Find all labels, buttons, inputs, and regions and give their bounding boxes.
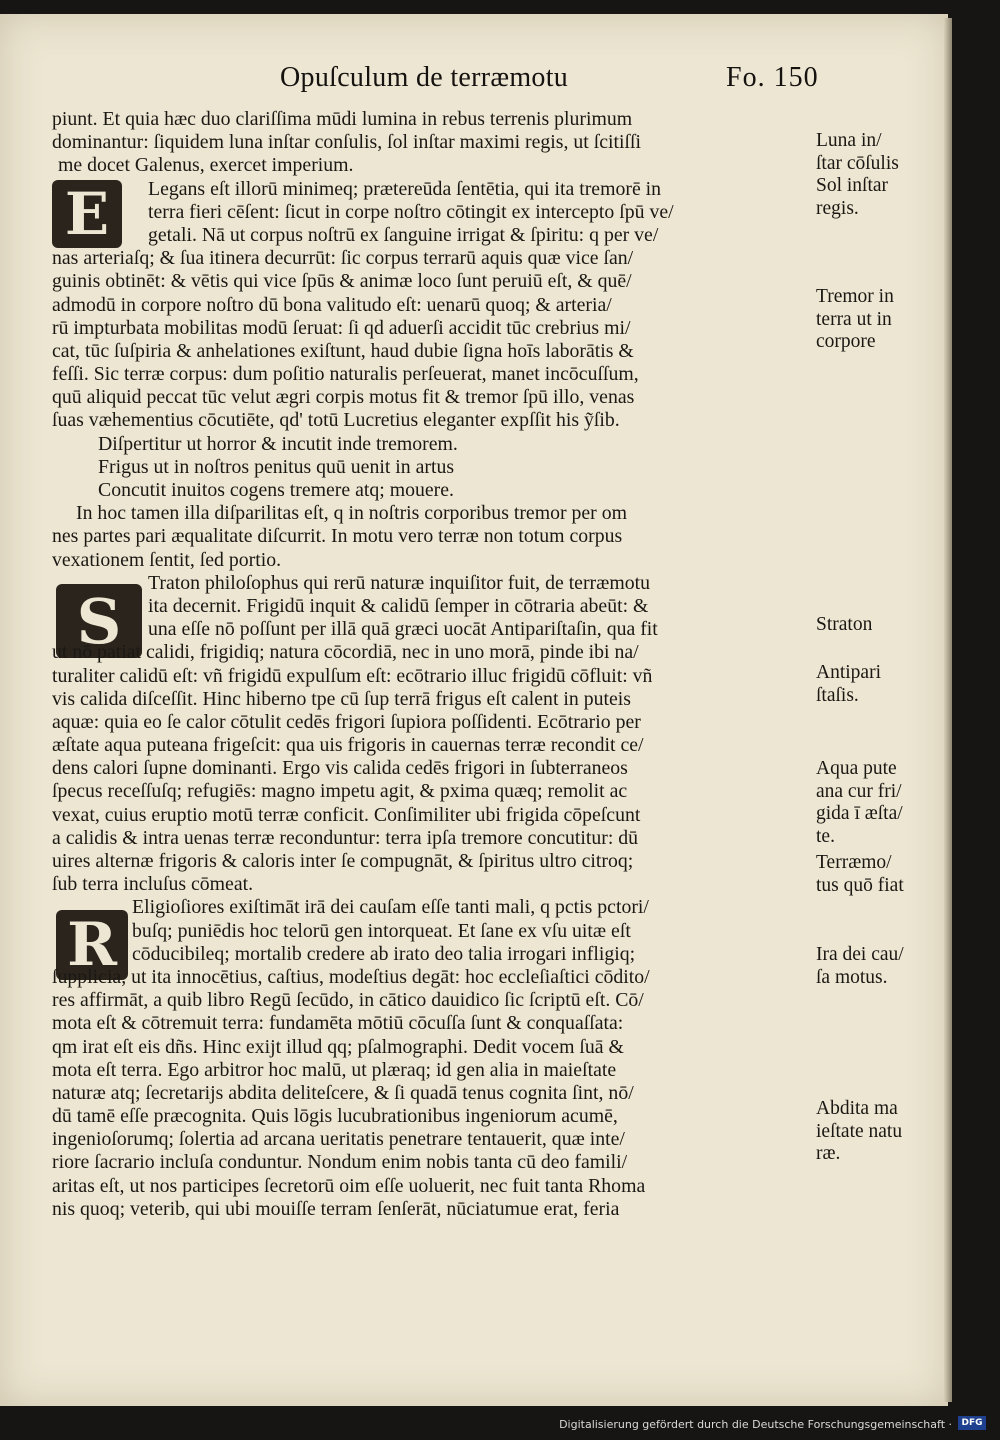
text-line: vis calida diſceſſit. Hinc hiberno tpe cū ſup terrā frigus eſt calent in puteis [52,687,631,710]
decorated-initial-r: R [56,910,128,980]
marginal-line: corpore [816,331,876,352]
dfg-logo: DFG [958,1416,986,1430]
text-line: rū impturbata mobilitas modū ſeruat: ſi qd aduerſi accidit tūc crebrius mi/ [52,316,631,339]
marginal-note [816,944,946,989]
marginal-line: Luna in/ [816,130,882,151]
text-line: cat, tūc ſuſpiria & anhelationes exiſtunt, haud dubie ſigna hoīs laborātis & [52,339,634,362]
decorated-initial-e: E [52,180,122,248]
running-header [0,62,948,102]
marginal-note [816,614,946,637]
text-line: quū aliquid peccat tūc velut ægri corpis motus fit & tremor ſpū illo, venas [52,386,635,409]
text-line: dū tamē eſſe præcognita. Quis lōgis lucubrationibus ingeniorum acumē, [52,1105,618,1128]
text-line: naturæ atq; ſecretarijs abdita deliteſcere, & ſi quadā tenus cognita ſint, nō/ [52,1081,634,1104]
marginal-note [816,662,946,707]
verse-line: Frigus ut in noſtros penitus quū uenit in artus [98,455,455,478]
text-line: buſq; puniēdis hoc telorū gen intorqueat. Et ſane ex vſu uitæ eſt [132,919,631,942]
marginal-line: regis. [816,197,859,219]
text-line: nes partes pari æqualitate diſcurrit. In motu vero terræ non totum corpus [52,525,623,548]
text-line: nas arteriaſq; & ſua itinera decurrūt: ſic corpus terrarū aquis quæ vice ſan/ [52,247,634,270]
text-line: dens calori ſupne dominanti. Ergo vis calida cedēs frigori in ſubterraneos [52,757,628,780]
marginal-line: Terræmo/ [816,852,892,873]
text-line: ſupplicia, ut ita innocētius, caſtius, modeſtius degāt: hoc eccleſiaſtici cōdito/ [52,965,650,988]
marginal-line: tus quō fiat [816,874,904,896]
text-line: qm irat eſt eis dñs. Hinc exijt illud qq; pſalmographi. Dedit vocem ſuā & [52,1035,624,1058]
text-line [52,1221,812,1244]
marginal-note [816,852,946,897]
marginal-line: Sol inſtar [816,175,889,196]
marginal-line: ieſtate natu [816,1120,903,1142]
page-edge [944,18,952,1402]
text-line: aritas eſt, ut nos participes ſecretorū oim eſſe uoluerit, nec fuit tanta Rhoma [52,1174,646,1197]
text-line: ingenioſorumq; ſolertia ad arcana ueritatis penetrare tentauerit, quæ inte/ [52,1128,625,1151]
text-line: terra fieri cēſent: ſicut in corpe noſtro cōtingit ex intercepto ſpū ve/ [148,200,674,223]
marginal-note [816,286,946,354]
digitization-credit: Digitalisierung gefördert durch die Deutsche Forschungsgemeinschaft · [559,1418,952,1431]
text-line: Eligioſiores exiſtimāt irā dei cauſam eſſe tanti mali, q pctis pctori/ [132,896,649,919]
text-line: me docet Galenus, exercet imperium. [58,154,354,177]
text-line: getali. Nā ut corpus noſtrū ex ſanguine irrigat & ſpiritu: q per ve/ [148,223,659,246]
marginal-line: ſtar cōſulis [816,152,899,174]
text-line: ita decernit. Frigidū inquit & calidū ſemper in cōtraria abeūt: & [148,594,649,617]
folio-number: Fo. 150 [726,62,819,93]
marginal-line: te. [816,825,835,847]
text-line: uires alternæ frigoris & caloris inter ſe compugnāt, & ſpiritus ultro citroq; [52,850,634,872]
marginal-line: Aqua pute [816,758,897,779]
text-line: dominantur: ſiquidem luna inſtar conſulis, ſol inſtar maximi regis, ut ſcitiſſi [52,131,641,154]
text-line: cōducibileq; mortalib credere ab irato deo talia irrogari infligiq; [132,942,636,965]
text-line: nis quoq; veterib, qui ubi mouiſſe terram ſenſerāt, nūciatumue erat, feria [52,1197,620,1220]
text-line: vexationem ſentit, ſed portio. [52,548,282,571]
marginal-line: Antipari [816,662,881,683]
text-line: ſpecus receſſuſq; refugiēs: magno impetu agit, & pxima quæq; remolit ac [52,780,628,803]
verse-line: Concutit inuitos cogens tremere atq; mouere. [98,479,454,501]
text-line: una eſſe nō poſſunt per illā quā græci uocāt Antipariſtaſin, qua fit [148,618,658,641]
text-line: æſtate aqua puteana frigeſcit: qua uis frigoris in cauernas terræ recondit ce/ [52,734,644,757]
marginal-line: Ira dei cau/ [816,944,904,965]
text-line: piunt. Et quia hæc duo clariſſima mūdi lumina in rebus terrenis plurimum [52,108,633,130]
marginal-line: Abdita ma [816,1098,898,1119]
marginal-line: gida ī æſta/ [816,803,903,824]
marginal-line: ræ. [816,1143,841,1164]
text-line: aquæ: quia eo ſe calor cōtulit cedēs frigori ſupiora poſſidenti. Ecōtrario per [52,710,641,733]
text-line: ſuas væhementius cōcutiēte, qd' totū Lucretius eleganter expſſit his ỹſib. [52,409,620,432]
running-title: Opuſculum de terræmotu [280,62,569,93]
text-line: feſſi. Sic terræ corpus: dum poſitio naturalis perſeuerat, manet incōcuſſum, [52,363,639,386]
marginal-note [816,130,946,220]
text-line: Legans eſt illorū minimeq; prætereūda ſentētia, qui ita tremorē in [148,177,662,200]
marginal-line: Tremor in [816,286,894,307]
marginal-line: ſtaſis. [816,684,859,706]
marginal-line: ſa motus. [816,966,888,988]
text-line: res affirmāt, a quib libro Regū ſecūdo, in cātico dauidico ſic ſcriptū eſt. Cō/ [52,989,644,1012]
marginal-note [816,758,946,848]
text-line: admodū in corpore noſtro dū bona valitudo eſt: uenarū quoq; & arteria/ [52,293,612,316]
decorated-initial-s: S [56,584,142,658]
verse-line: Diſpertitur ut horror & incutit inde tremorem. [98,432,458,455]
text-line: turaliter calidū eſt: vñ frigidū expulſum eſt: ecōtrario illuc frigidū cōfluit: vñ [52,664,653,687]
main-text-block [52,108,812,1244]
text-line: riore ſacrario incluſa conduntur. Nondum enim nobis tanta cū deo famili/ [52,1151,628,1174]
marginal-line: ana cur fri/ [816,780,902,802]
text-line: a calidis & intra uenas terræ reconduntur: terra ipſa tremore concutitur: dū [52,826,639,849]
marginal-line: terra ut in [816,308,892,330]
text-line: guinis obtinēt: & vētis qui vice ſpūs & animæ loco ſunt peruiū eſt, & quē/ [52,270,632,293]
text-line: In hoc tamen illa diſparilitas eſt, q in noſtris corporibus tremor per om [76,502,627,525]
text-line: mota eſt terra. Ego arbitror hoc malū, ut plæraq; id gen alia in maieſtate [52,1058,617,1081]
text-line: mota eſt & cōtremuit terra: fundamēta mōtiū cōcuſſa ſunt & conquaſſata: [52,1012,624,1035]
text-line: ſub terra incluſus cōmeat. [52,873,254,896]
text-line: vexat, cuius eruptio motū terræ conficit. Conſimiliter ubi frigida cōpeſcunt [52,803,641,826]
marginal-line: Straton [816,614,873,635]
marginal-note [816,1098,946,1166]
text-line: Traton philoſophus qui rerū naturæ inquiſitor fuit, de terræmotu [148,571,650,594]
text-line: ut nō patiat calidi, frigidiq; natura cōcordiā, nec in uno morā, pinde ibi na/ [52,641,639,664]
